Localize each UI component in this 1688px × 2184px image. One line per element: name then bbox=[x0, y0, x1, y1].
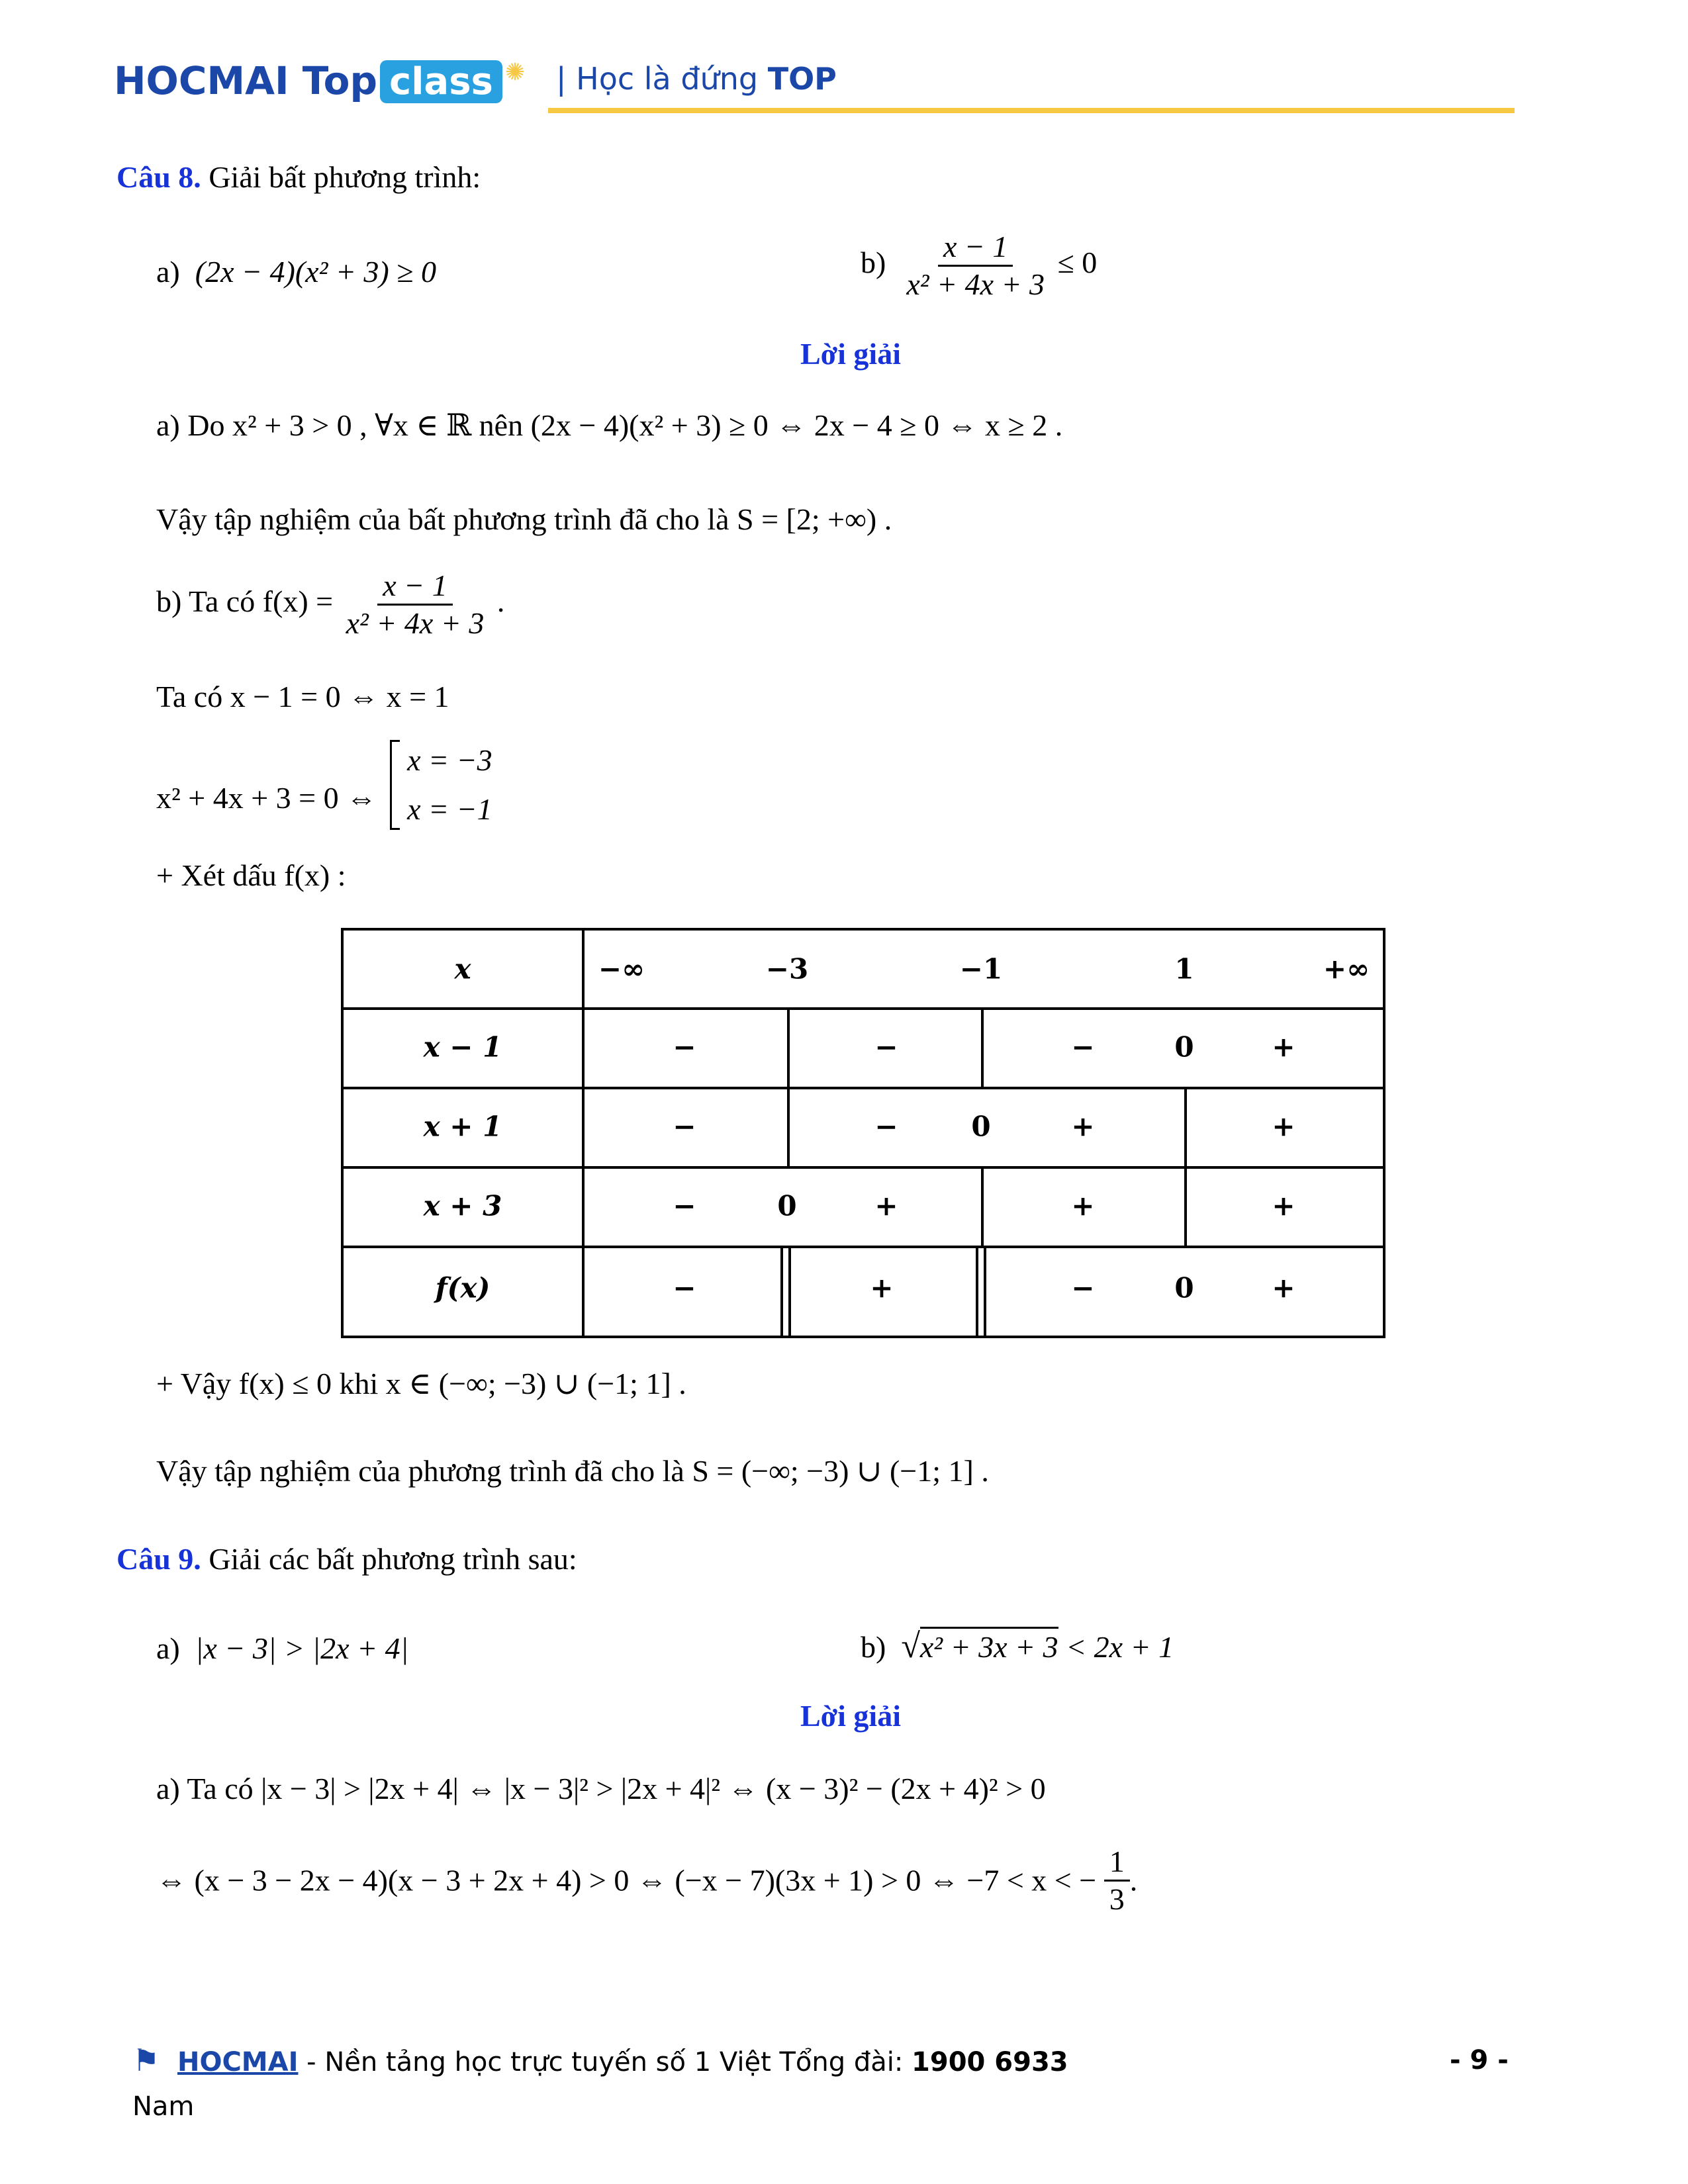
q8-sign-title: + Xét dấu f(x) : bbox=[156, 858, 346, 892]
logo-star-icon: ✺ bbox=[504, 59, 526, 85]
q8-prompt: Giải bất phương trình: bbox=[209, 160, 481, 194]
sign-table-row-label: x − 1 bbox=[423, 1030, 502, 1064]
sqrt-icon: √ bbox=[901, 1627, 920, 1665]
sign-table-cell: − bbox=[1071, 1271, 1095, 1304]
q8-sol-b-line1: b) Ta có f(x) = $\frac{x - 1}{\text{x² + 4x + 3}}$ . bbox=[156, 569, 505, 640]
q8-conclusion: + Vậy f(x) ≤ 0 khi x ∈ (−∞; −3) ∪ (−1; 1] . bbox=[156, 1367, 686, 1400]
header-logo bbox=[114, 58, 525, 103]
q9-sol-fraction: $\frac{1}{3}$ bbox=[1104, 1846, 1130, 1915]
sign-table-cell: − bbox=[1071, 1030, 1095, 1064]
q9-b-radicand: x² + 3x + 3 bbox=[920, 1627, 1058, 1664]
q9-solution-title: Lời giải bbox=[800, 1699, 901, 1733]
sign-table-cell: − bbox=[673, 1271, 696, 1304]
q8-label: Câu 8. bbox=[117, 160, 201, 194]
q8-sol-a-line1: a) Do x² + 3 > 0 , ∀x ∈ ℝ nên (2x − 4)(x² + 3) ≥ 0 ⇔ 2x − 4 ≥ 0 ⇔ x ≥ 2 . bbox=[156, 408, 1063, 442]
q9-sol-a-line1: a) Ta có |x − 3| > |2x + 4| ⇔ |x − 3|² > |2x + 4|² ⇔ (x − 3)² − (2x + 4)² > 0 bbox=[156, 1772, 1046, 1805]
sign-table-row-divider bbox=[344, 1087, 1383, 1089]
sign-table-cell: − bbox=[673, 1030, 696, 1064]
q8-sol-b-fraction: $\frac{x - 1}{\text{x² + 4x + 3}}$ bbox=[346, 569, 485, 640]
sign-table-cell: − bbox=[874, 1110, 898, 1143]
footer-text: - Nền tảng học trực tuyến số 1 Việt Tổng đài: bbox=[298, 2047, 912, 2077]
sign-table-cell: − bbox=[673, 1189, 696, 1222]
header-divider bbox=[548, 108, 1515, 113]
q8-sol-b-line2: Ta có x − 1 = 0 ⇔ x = 1 bbox=[156, 680, 449, 713]
sign-table-cell-divider bbox=[787, 1007, 790, 1087]
logo-main-text: HOCMAI Top bbox=[114, 58, 378, 103]
sign-table-undefined-bar bbox=[788, 1246, 791, 1336]
header-tagline: | Học là đứng TOP bbox=[556, 61, 837, 97]
sign-table-point: −3 bbox=[765, 952, 809, 985]
sign-table-header-x: x bbox=[454, 952, 471, 985]
sign-table-cell: + bbox=[1272, 1189, 1295, 1222]
q9-label: Câu 9. bbox=[117, 1542, 201, 1576]
sign-table-point: +∞ bbox=[1323, 952, 1370, 985]
sign-table-point: 1 bbox=[1174, 952, 1194, 985]
case-list: x = −3 x = −1 bbox=[407, 743, 492, 826]
sign-table-cell: + bbox=[870, 1271, 894, 1304]
sign-table-cell: 0 bbox=[1174, 1030, 1194, 1064]
sign-table-row-label: x + 1 bbox=[423, 1110, 502, 1143]
sign-table-cell: − bbox=[673, 1110, 696, 1143]
q8-sol-b-line3: x² + 4x + 3 = 0 ⇔ x = −3 x = −1 bbox=[156, 736, 492, 834]
q9-part-a: a) |x − 3| > |2x + 4| bbox=[156, 1631, 409, 1665]
footer bbox=[132, 2042, 1068, 2078]
sign-table-row-label: f(x) bbox=[435, 1271, 491, 1304]
sign-table-cell: + bbox=[1272, 1271, 1295, 1304]
footer-logo-icon: ⚑ bbox=[132, 2042, 160, 2078]
sign-table-cell: + bbox=[1272, 1110, 1295, 1143]
footer-wrap-text: Nam bbox=[132, 2091, 195, 2122]
sign-table-row-divider bbox=[344, 1007, 1383, 1010]
sign-table-cell-divider bbox=[981, 1007, 984, 1087]
q8-part-a: a) (2x − 4)(x² + 3) ≥ 0 bbox=[156, 255, 436, 289]
case-bracket bbox=[390, 740, 400, 830]
q9-prompt: Giải các bất phương trình sau: bbox=[209, 1542, 577, 1576]
sign-table-row-divider bbox=[344, 1246, 1383, 1248]
sign-table-cell-divider bbox=[981, 1166, 984, 1246]
q8-a-expression: (2x − 4)(x² + 3) ≥ 0 bbox=[195, 255, 436, 289]
sign-table-cell: 0 bbox=[1174, 1271, 1194, 1304]
sign-table-col-divider bbox=[582, 931, 585, 1336]
q9-heading bbox=[117, 1544, 577, 1574]
sign-table-row-divider bbox=[344, 1166, 1383, 1169]
logo-badge: class bbox=[380, 60, 502, 103]
footer-page-number: - 9 - bbox=[1450, 2045, 1509, 2075]
q8-final-answer: Vậy tập nghiệm của phương trình đã cho là S = (−∞; −3) ∪ (−1; 1] . bbox=[156, 1454, 989, 1488]
sign-table-cell: 0 bbox=[971, 1110, 991, 1143]
sign-table-point: −∞ bbox=[598, 952, 645, 985]
sign-table bbox=[341, 928, 1385, 1338]
sign-table-cell: − bbox=[874, 1030, 898, 1064]
sign-table-cell: 0 bbox=[777, 1189, 797, 1222]
sign-table-cell: + bbox=[1071, 1189, 1095, 1222]
footer-phone: 1900 6933 bbox=[912, 2047, 1068, 2077]
sign-table-cell-divider bbox=[787, 1087, 790, 1166]
sign-table-undefined-bar bbox=[780, 1246, 783, 1336]
q8-solution-title: Lời giải bbox=[800, 337, 901, 371]
sign-table-cell-divider bbox=[1184, 1087, 1187, 1166]
sign-table-point: −1 bbox=[959, 952, 1003, 985]
footer-brand-link[interactable]: HOCMAI bbox=[177, 2047, 299, 2077]
sign-table-cell-divider bbox=[1184, 1166, 1187, 1246]
sign-table-undefined-bar bbox=[984, 1246, 986, 1336]
q8-b-fraction: $\frac{x - 1}{\text{x² + 4x + 3}}$ bbox=[906, 230, 1045, 301]
sign-table-cell: + bbox=[1272, 1030, 1295, 1064]
sign-table-row-label: x + 3 bbox=[423, 1189, 502, 1222]
q9-part-b: b) √x² + 3x + 3 < 2x + 1 bbox=[861, 1627, 1174, 1665]
q9-a-expression: |x − 3| > |2x + 4| bbox=[195, 1631, 409, 1665]
q8-heading bbox=[117, 162, 481, 193]
q8-part-b: b) $\frac{x - 1}{\text{x² + 4x + 3}}$ ≤ 0 bbox=[861, 230, 1098, 301]
q9-sol-a-line2: ⇔ (x − 3 − 2x − 4)(x − 3 + 2x + 4) > 0 ⇔ (−x − 7)(3x + 1) > 0 ⇔ −7 < x < − $\frac{1}{3}$ . bbox=[156, 1844, 1138, 1916]
q8-sol-a-line2: Vậy tập nghiệm của bất phương trình đã cho là S = [2; +∞) . bbox=[156, 502, 892, 536]
sign-table-undefined-bar bbox=[976, 1246, 978, 1336]
sign-table-cell: + bbox=[1071, 1110, 1095, 1143]
sign-table-cell: + bbox=[874, 1189, 898, 1222]
